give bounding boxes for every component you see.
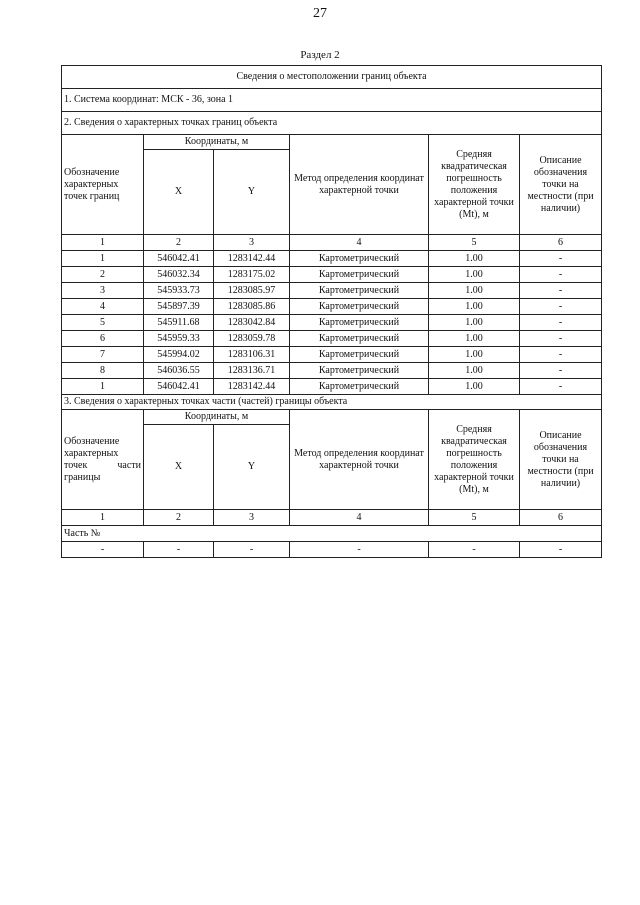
column-number: 4	[290, 510, 429, 526]
block1-accuracy: 1.00	[429, 331, 520, 347]
column-number: 3	[214, 235, 290, 251]
block2-point-number: -	[62, 542, 144, 558]
column-number: 3	[214, 510, 290, 526]
block1-method: Картометрический	[290, 251, 429, 267]
block1-method: Картометрический	[290, 347, 429, 363]
section-title: Раздел 2	[300, 49, 340, 61]
block1-header-coords: Координаты, м	[144, 135, 290, 150]
block1-coord-x: 545994.02	[144, 347, 214, 363]
block1-description: -	[520, 315, 602, 331]
table-row	[62, 542, 602, 558]
block1-point-number: 5	[62, 315, 144, 331]
block1-point-number: 2	[62, 267, 144, 283]
column-number: 1	[62, 235, 144, 251]
block1-coord-x: 545911.68	[144, 315, 214, 331]
block1-point-number: 6	[62, 331, 144, 347]
block2-coord-x: -	[144, 542, 214, 558]
table-row	[62, 315, 602, 331]
block1-accuracy: 1.00	[429, 251, 520, 267]
block1-coord-y: 1283175.02	[214, 267, 290, 283]
block1-coord-x: 545959.33	[144, 331, 214, 347]
block1-method: Картометрический	[290, 315, 429, 331]
column-number: 6	[520, 235, 602, 251]
table-row	[62, 379, 602, 395]
block1-header-description: Описание обозначения точки на местности (при наличии)	[520, 135, 602, 235]
block2-header-accuracy: Средняя квадратическая погрешность положения характерной точки (Mt), м	[429, 410, 520, 510]
block1-title: 2. Сведения о характерных точках границ объекта	[62, 112, 602, 135]
table-row	[62, 267, 602, 283]
table-row	[62, 331, 602, 347]
block1-method: Картометрический	[290, 299, 429, 315]
page-number: 27	[313, 6, 327, 21]
block1-point-number: 4	[62, 299, 144, 315]
block1-rows	[62, 251, 602, 395]
block2-accuracy: -	[429, 542, 520, 558]
block1-description: -	[520, 379, 602, 395]
table-title: Сведения о местоположении границ объекта	[62, 66, 602, 89]
block1-coord-y: 1283136.71	[214, 363, 290, 379]
block2-header-y: Y	[214, 425, 290, 510]
block1-coord-x: 546032.34	[144, 267, 214, 283]
column-number: 1	[62, 510, 144, 526]
block1-coord-y: 1283059.78	[214, 331, 290, 347]
block1-coord-x: 545897.39	[144, 299, 214, 315]
column-number: 6	[520, 510, 602, 526]
block1-header-y: Y	[214, 150, 290, 235]
block1-point-number: 7	[62, 347, 144, 363]
block1-method: Картометрический	[290, 283, 429, 299]
block1-accuracy: 1.00	[429, 283, 520, 299]
block1-accuracy: 1.00	[429, 379, 520, 395]
block1-accuracy: 1.00	[429, 299, 520, 315]
block1-coord-y: 1283085.86	[214, 299, 290, 315]
block1-coord-x: 546042.41	[144, 379, 214, 395]
block1-header-x: X	[144, 150, 214, 235]
table-row	[62, 251, 602, 267]
block1-point-number: 1	[62, 379, 144, 395]
block1-coord-y: 1283042.84	[214, 315, 290, 331]
part-label: Часть №	[62, 526, 602, 542]
block1-method: Картометрический	[290, 331, 429, 347]
block1-header-designation: Обозначение характерных точек границ	[62, 135, 144, 235]
block2-header-description: Описание обозначения точки на местности (при наличии)	[520, 410, 602, 510]
block2-description: -	[520, 542, 602, 558]
block1-accuracy: 1.00	[429, 267, 520, 283]
block1-coord-y: 1283106.31	[214, 347, 290, 363]
block1-description: -	[520, 331, 602, 347]
block1-coord-x: 546042.41	[144, 251, 214, 267]
block2-method: -	[290, 542, 429, 558]
column-number: 4	[290, 235, 429, 251]
table-row	[62, 299, 602, 315]
block2-numbering-row	[62, 510, 602, 526]
column-number: 2	[144, 510, 214, 526]
block1-description: -	[520, 251, 602, 267]
block1-point-number: 1	[62, 251, 144, 267]
block2-header-x: X	[144, 425, 214, 510]
block1-header-accuracy: Средняя квадратическая погрешность положения характерной точки (Mt), м	[429, 135, 520, 235]
coordinate-system: 1. Система координат: МСК - 36, зона 1	[62, 89, 602, 112]
block1-description: -	[520, 283, 602, 299]
block1-header-method: Метод определения координат характерной точки	[290, 135, 429, 235]
block1-accuracy: 1.00	[429, 347, 520, 363]
table-row	[62, 283, 602, 299]
block2-header-coords: Координаты, м	[144, 410, 290, 425]
boundary-table	[61, 65, 602, 558]
block2-rows	[62, 542, 602, 558]
block1-accuracy: 1.00	[429, 363, 520, 379]
block1-coord-y: 1283085.97	[214, 283, 290, 299]
block1-coord-x: 545933.73	[144, 283, 214, 299]
column-number: 5	[429, 510, 520, 526]
block1-accuracy: 1.00	[429, 315, 520, 331]
block2-header-method: Метод определения координат характерной точки	[290, 410, 429, 510]
block1-description: -	[520, 347, 602, 363]
block1-coord-x: 546036.55	[144, 363, 214, 379]
table-row	[62, 347, 602, 363]
block1-description: -	[520, 267, 602, 283]
block2-header-designation: Обозначение характерных точек части границы	[62, 410, 144, 510]
block1-method: Картометрический	[290, 379, 429, 395]
block1-method: Картометрический	[290, 363, 429, 379]
block1-coord-y: 1283142.44	[214, 379, 290, 395]
column-number: 2	[144, 235, 214, 251]
block1-coord-y: 1283142.44	[214, 251, 290, 267]
block1-numbering-row	[62, 235, 602, 251]
block1-point-number: 3	[62, 283, 144, 299]
block1-point-number: 8	[62, 363, 144, 379]
column-number: 5	[429, 235, 520, 251]
block1-description: -	[520, 363, 602, 379]
table-row	[62, 363, 602, 379]
block2-title: 3. Сведения о характерных точках части (частей) границы объекта	[62, 395, 602, 410]
block2-coord-y: -	[214, 542, 290, 558]
block1-method: Картометрический	[290, 267, 429, 283]
block1-description: -	[520, 299, 602, 315]
